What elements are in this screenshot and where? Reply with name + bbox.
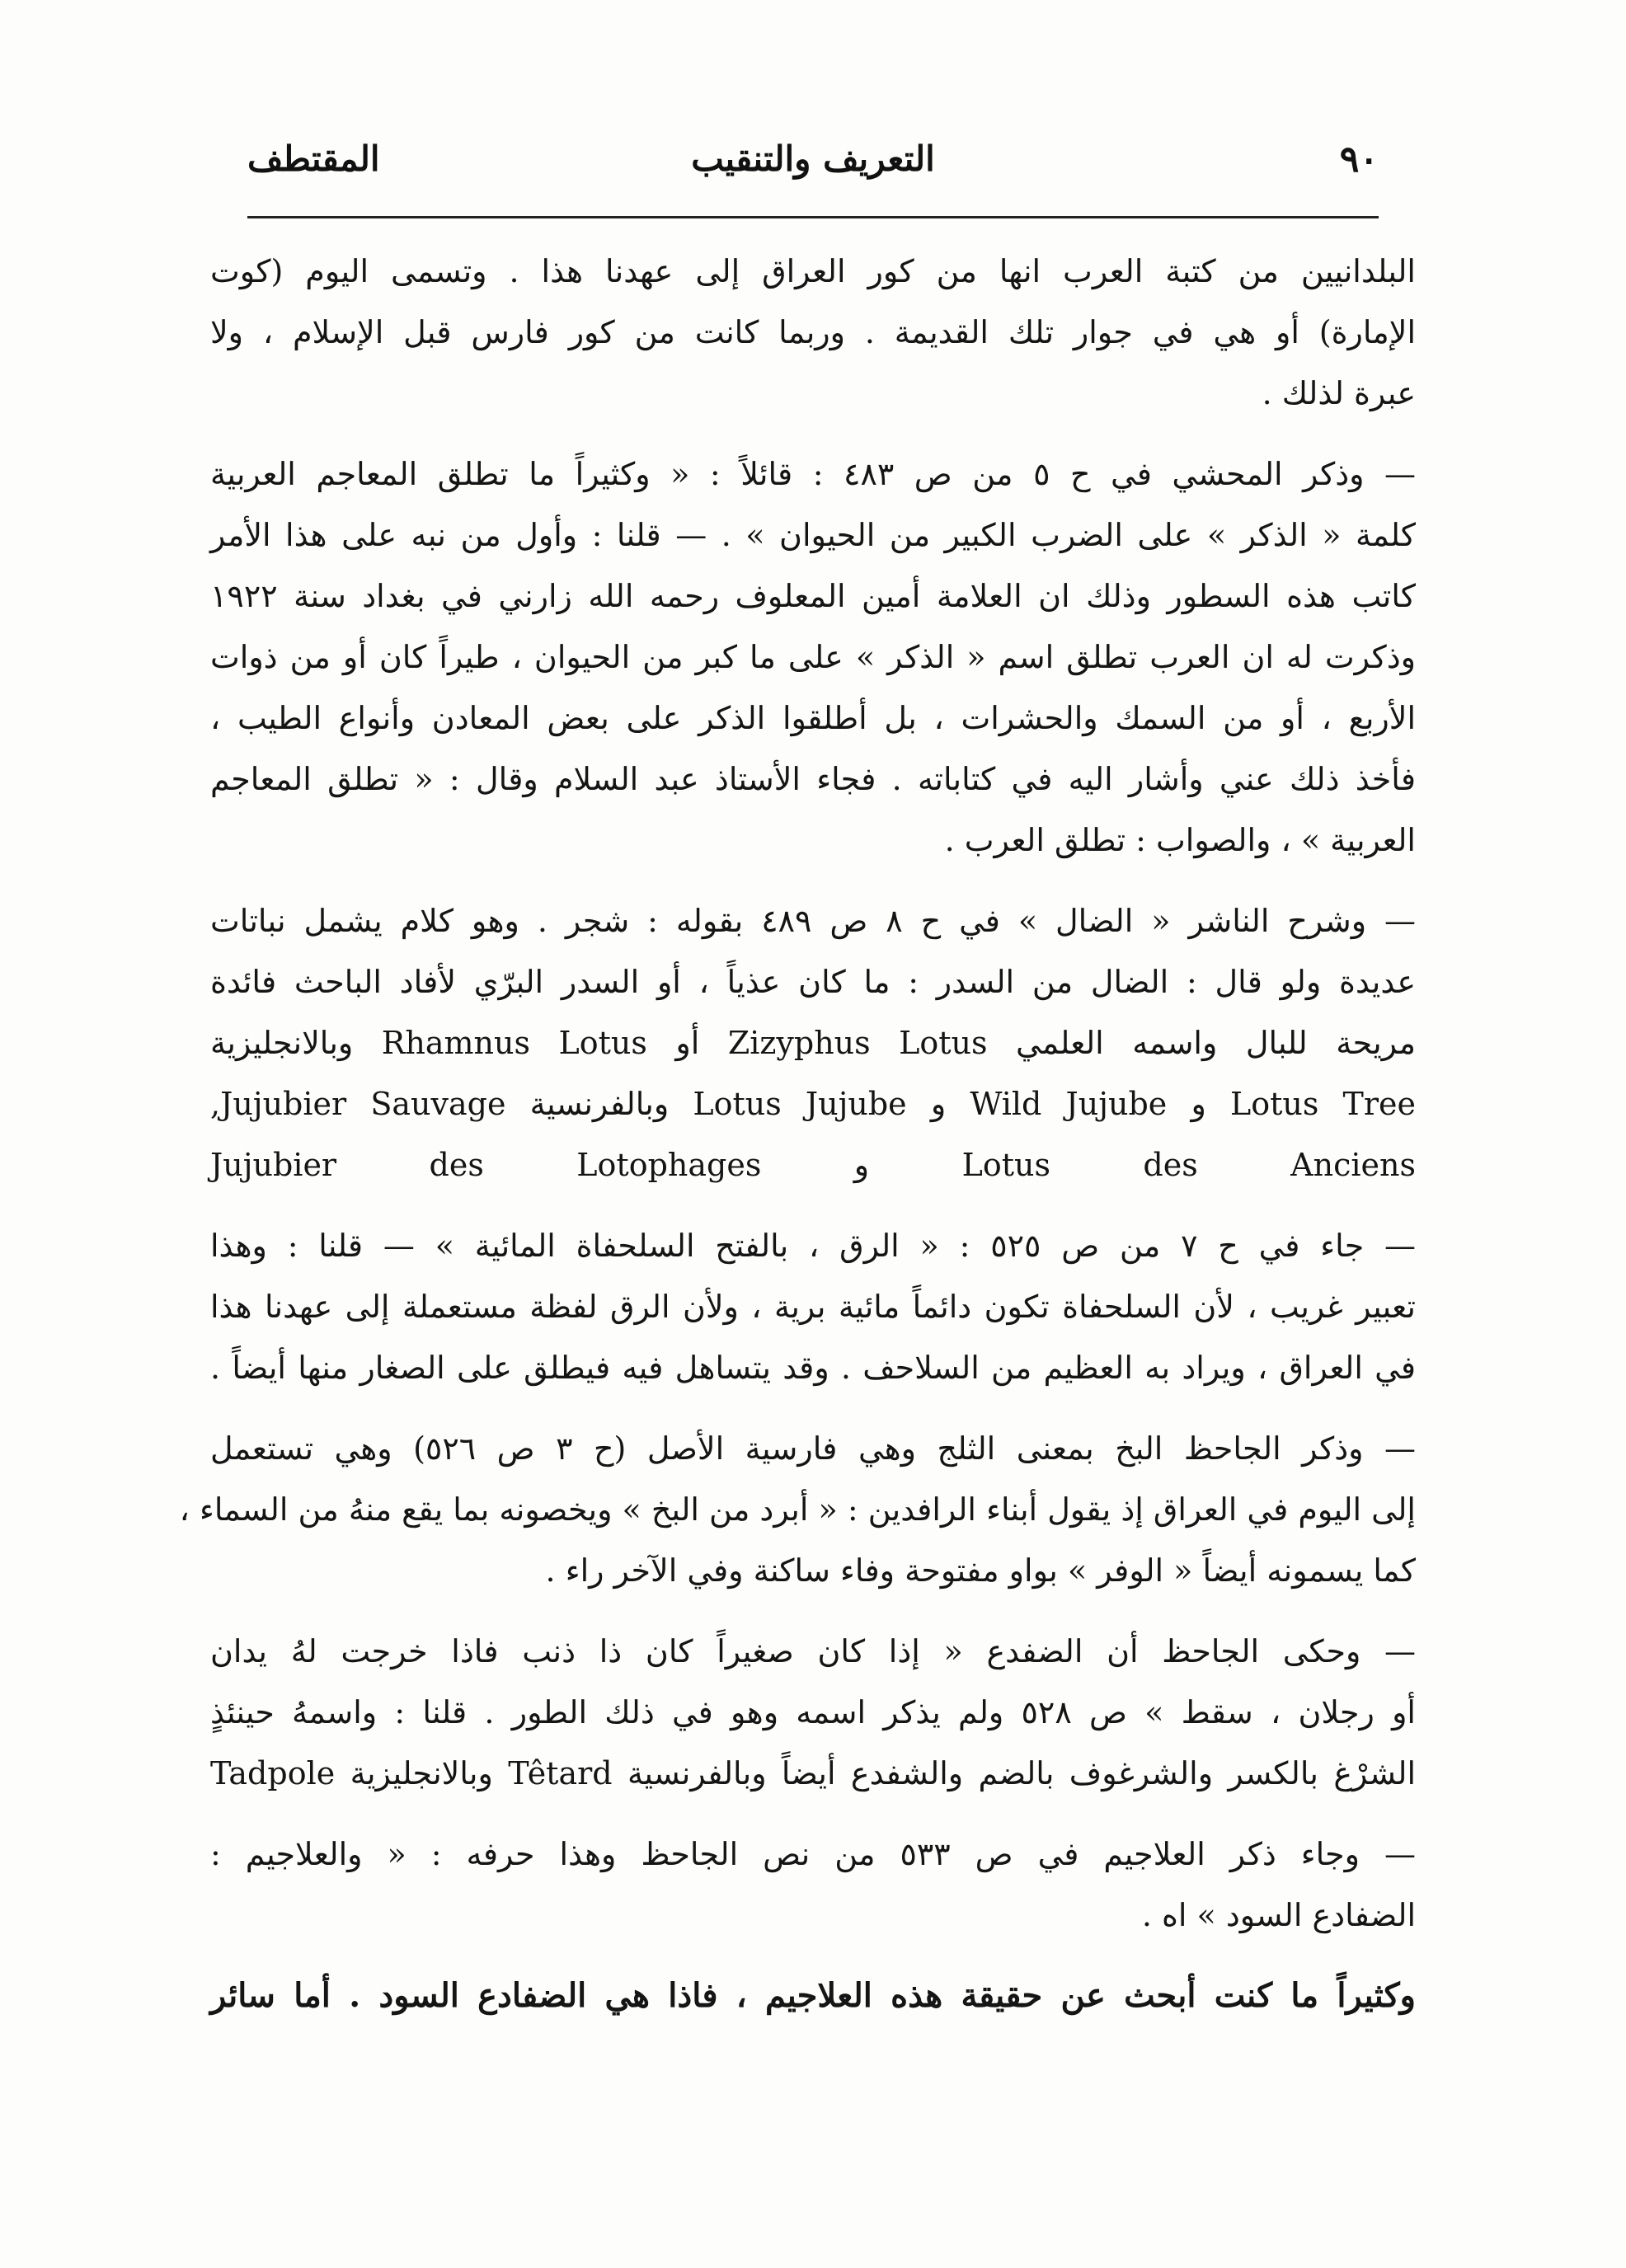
- text-line: Lotus Tree و Wild Jujube و Lotus Jujube وبالفرنسية Jujubier Sauvage,: [210, 1086, 1416, 1122]
- text-line: الضفادع السود » اه .: [1141, 1897, 1416, 1933]
- text-line: كلمة « الذكر » على الضرب الكبير من الحيوان » . — قلنا : وأول من نبه على هذا الأمر: [210, 517, 1416, 553]
- text-line: البلدانيين من كتبة العرب انها من كور العراق إلى عهدنا هذا . وتسمى اليوم (كوت: [210, 253, 1416, 289]
- text-line: أو رجلان ، سقط » ص ٥٢٨ ولم يذكر اسمه وهو في ذلك الطور . قلنا : واسمهُ حينئذٍ: [210, 1694, 1416, 1730]
- body-text: [179, 241, 1417, 2046]
- text-line: إلى اليوم في العراق إذ يقول أبناء الرافدين : « أبرد من البخ » ويخصونه بما يقع منهُ من السماء ،: [179, 1491, 1416, 1528]
- text-line: الأربع ، أو من السمك والحشرات ، بل أطلقوا الذكر على بعض المعادن وأنواع الطيب ،: [210, 700, 1416, 736]
- text-line: في العراق ، ويراد به العظيم من السلاحف . وقد يتساهل فيه فيطلق على الصغار منها أيضاً .: [210, 1350, 1416, 1386]
- running-title: التعريف والتنقيب: [691, 139, 935, 179]
- text-line: — وذكر الجاحظ البخ بمعنى الثلج وهي فارسية الأصل (ح ٣ ص ٥٢٦) وهي تستعمل: [210, 1430, 1416, 1467]
- text-line: Lotus des Anciens و Jujubier des Lotophages: [210, 1147, 1416, 1183]
- text-line: الإمارة) أو هي في جوار تلك القديمة . وربما كانت من كور فارس قبل الإسلام ، ولا: [210, 314, 1416, 350]
- paragraph: [179, 1418, 1416, 1601]
- paragraph: [210, 1824, 1416, 1946]
- paragraph: [210, 444, 1416, 871]
- text-line: مريحة للبال واسمه العلمي Zizyphus Lotus أو Rhamnus Lotus وبالانجليزية: [210, 1025, 1416, 1061]
- text-line: تعبير غريب ، لأن السلحفاة تكون دائماً مائية برية ، ولأن الرق لفظة مستعملة إلى عهدنا هذا: [210, 1289, 1416, 1325]
- text-line: العربية » ، والصواب : تطلق العرب .: [944, 822, 1416, 858]
- text-line: كما يسمونه أيضاً « الوفر » بواو مفتوحة وفاء ساكنة وفي الآخر راء .: [545, 1552, 1416, 1589]
- text-line: وكثيراً ما كنت أبحث عن حقيقة هذه العلاجيم ، فاذا هي الضفادع السود . أما سائر: [210, 1976, 1417, 2015]
- page-number: ٩٠: [1339, 139, 1379, 181]
- page-header: [247, 139, 1379, 196]
- text-line: عديدة ولو قال : الضال من السدر : ما كان عذياً ، أو السدر البرّي لأفاد الباحث فائدة: [210, 964, 1416, 1000]
- text-line: عبرة لذلك .: [1262, 375, 1416, 411]
- text-line: — وحكى الجاحظ أن الضفدع « إذا كان صغيراً كان ذا ذنب فاذا خرجت لهُ يدان: [210, 1633, 1416, 1669]
- text-line: — وذكر المحشي في ح ٥ من ص ٤٨٣ : قائلاً : « وكثيراً ما تطلق المعاجم العربية: [210, 456, 1416, 492]
- journal-name: المقتطف: [247, 139, 380, 179]
- paragraph: [210, 1621, 1416, 1804]
- paragraph: [210, 890, 1416, 1195]
- text-line: — وجاء ذكر العلاجيم في ص ٥٣٣ من نص الجاحظ وهذا حرفه : « والعلاجيم :: [210, 1836, 1416, 1872]
- text-line: وذكرت له ان العرب تطلق اسم « الذكر » على ما كبر من الحيوان ، طيراً كان أو من ذوات: [210, 639, 1416, 675]
- text-line: — جاء في ح ٧ من ص ٥٢٥ : « الرق ، بالفتح السلحفاة المائية » — قلنا : وهذا: [210, 1228, 1416, 1264]
- text-line: فأخذ ذلك عني وأشار اليه في كتاباته . فجاء الأستاذ عبد السلام وقال : « تطلق المعاجم: [210, 761, 1416, 797]
- paragraph: [210, 241, 1416, 424]
- paragraph: [210, 1965, 1416, 2026]
- paragraph: [210, 1215, 1416, 1398]
- text-line: الشرْغ بالكسر والشرغوف بالضم والشفدع أيضاً وبالفرنسية Têtard وبالانجليزية Tadpole: [210, 1755, 1416, 1791]
- header-rule: [247, 216, 1379, 218]
- text-line: — وشرح الناشر « الضال » في ح ٨ ص ٤٨٩ بقوله : شجر . وهو كلام يشمل نباتات: [210, 903, 1416, 939]
- text-line: كاتب هذه السطور وذلك ان العلامة أمين المعلوف رحمه الله زارني في بغداد سنة ١٩٢٢: [210, 578, 1416, 614]
